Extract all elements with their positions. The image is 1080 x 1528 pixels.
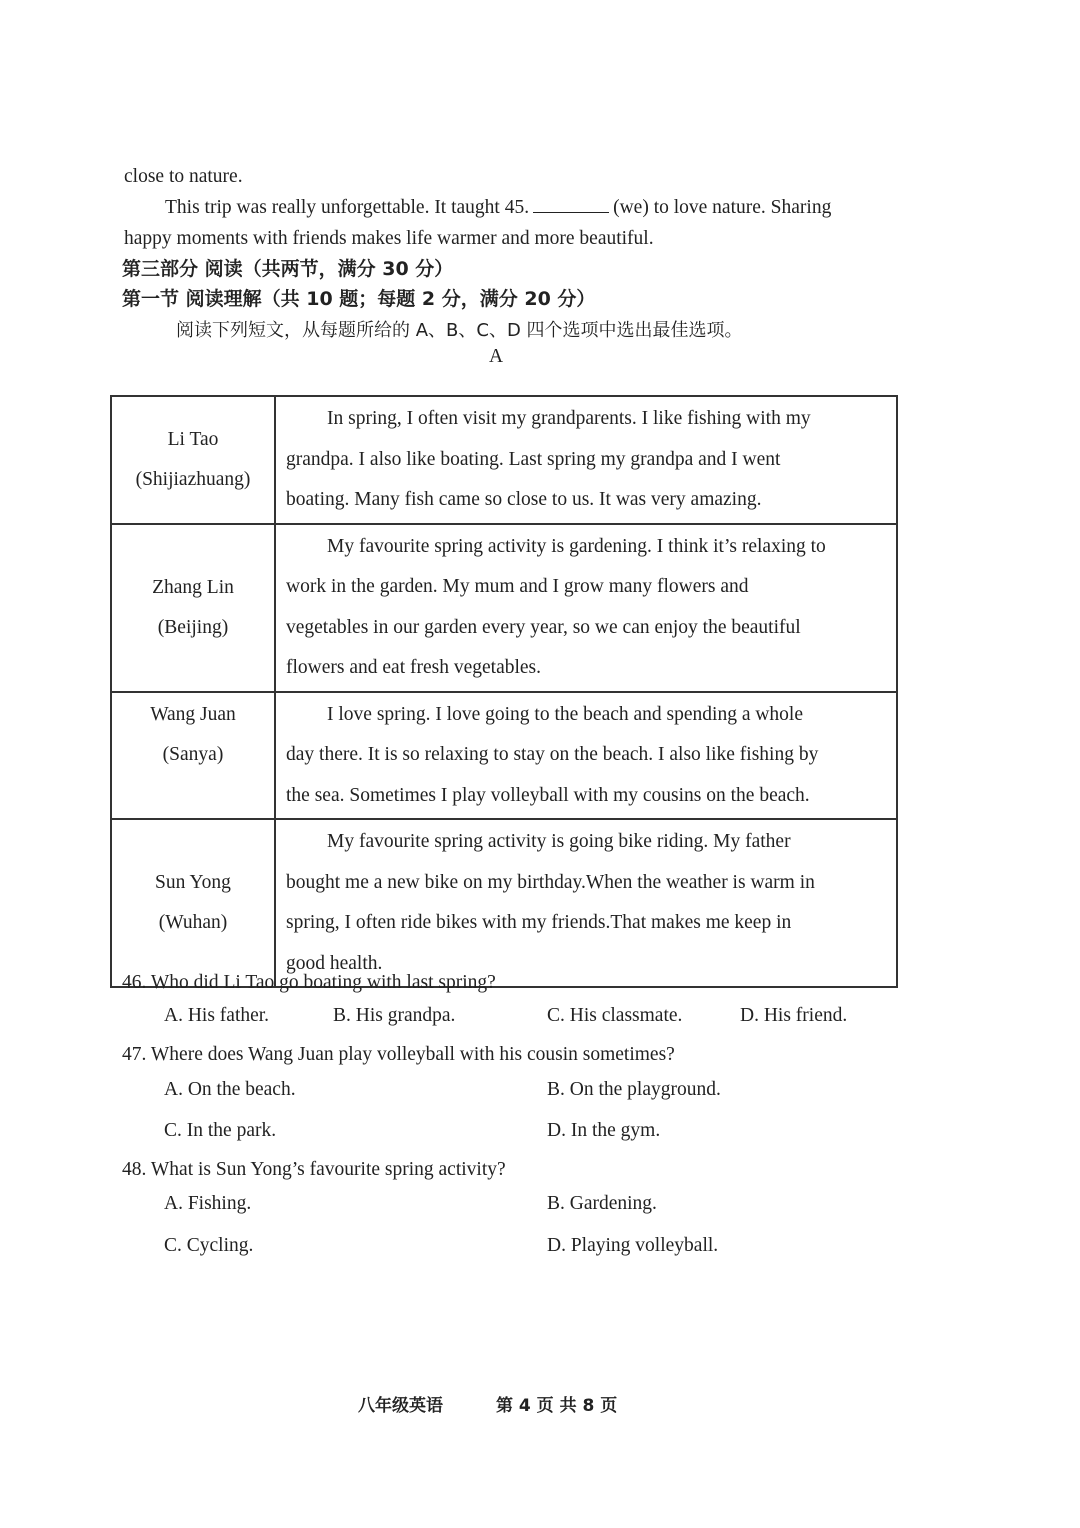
passage-line-2-before: This trip was really unforgettable. It taught 45. [165,197,530,218]
text-line: My favourite spring activity is going bike riding. My father [327,831,791,852]
text-line: My favourite spring activity is gardening. I think it’s relaxing to [327,535,826,557]
person-city: (Wuhan) [158,912,228,933]
text-line: grandpa. I also like boating. Last spring my grandpa and I went [286,448,781,470]
question-48-stem: 48. What is Sun Yong’s favourite spring activity? [122,1159,506,1180]
person-city: (Sanya) [162,743,224,765]
table-row [111,524,897,692]
person-text-cell [275,524,897,692]
person-cell [111,524,275,692]
text-line: spring, I often ride bikes with my friends.That makes me keep in [286,912,792,933]
option-47-b[interactable]: B. On the playground. [547,1079,721,1100]
person-name: Zhang Lin [152,576,234,598]
option-47-d[interactable]: D. In the gym. [547,1120,661,1141]
person-city: (Beijing) [157,616,229,638]
text-line: work in the garden. My mum and I grow many flowers and [286,576,749,597]
text-line: boating. Many fish came so close to us. It was very amazing. [286,489,762,510]
option-48-b[interactable]: B. Gardening. [547,1193,657,1214]
passage-line-3: happy moments with friends makes life warmer and more beautiful. [124,228,654,249]
text-line: I love spring. I love going to the beach and spending a whole [327,703,804,725]
person-cell [111,692,275,820]
option-48-c[interactable]: C. Cycling. [164,1235,254,1256]
passage-letter: A [489,346,504,367]
option-48-d[interactable]: D. Playing volleyball. [547,1235,719,1256]
table-row [111,396,897,524]
person-city: (Shijiazhuang) [135,468,251,490]
person-name: Li Tao [167,428,219,450]
person-text-cell [275,396,897,524]
person-cell [111,396,275,524]
reading-table [110,395,898,988]
text-line: day there. It is so relaxing to stay on the beach. I also like fishing by [286,744,819,765]
table-row [111,819,897,987]
text-line: flowers and eat fresh vegetables. [286,657,542,678]
option-46-c[interactable]: C. His classmate. [547,1005,683,1026]
table-row [111,692,897,820]
section-one-title: 第一节 阅读理解（共 10 题；每题 2 分，满分 20 分） [122,288,596,310]
option-46-a[interactable]: A. His father. [164,1005,270,1026]
person-name: Wang Juan [150,703,236,725]
part-three-title: 第三部分 阅读（共两节，满分 30 分） [122,258,454,280]
option-47-a[interactable]: A. On the beach. [164,1079,296,1100]
person-name: Sun Yong [155,872,231,893]
text-line: In spring, I often visit my grandparents. I like fishing with my [327,408,811,429]
text-line: vegetables in our garden every year, so we can enjoy the beautiful [286,616,801,638]
answer-blank-45[interactable] [533,194,609,213]
question-47-stem: 47. Where does Wang Juan play volleyball with his cousin sometimes? [122,1044,675,1065]
footer-page-number: 第 4 页 共 8 页 [496,1396,618,1416]
text-line: bought me a new bike on my birthday.When the weather is warm in [286,871,815,893]
footer-subject: 八年级英语 [358,1396,443,1416]
passage-line-2-after: (we) to love nature. Sharing [613,197,832,218]
question-46-stem: 46. Who did Li Tao go boating with last spring? [122,972,496,993]
option-46-d[interactable]: D. His friend. [740,1005,848,1026]
text-line: good health. [286,952,383,974]
person-cell [111,819,275,987]
passage-line-1: close to nature. [124,166,243,187]
passage-line-2 [165,192,831,223]
person-text-cell [275,692,897,820]
person-text-cell [275,819,897,987]
reading-instruction: 阅读下列短文，从每题所给的 A、B、C、D 四个选项中选出最佳选项。 [176,320,743,341]
option-46-b[interactable]: B. His grandpa. [333,1005,456,1026]
option-48-a[interactable]: A. Fishing. [164,1193,252,1214]
option-47-c[interactable]: C. In the park. [164,1120,277,1141]
text-line: the sea. Sometimes I play volleyball with my cousins on the beach. [286,784,810,806]
